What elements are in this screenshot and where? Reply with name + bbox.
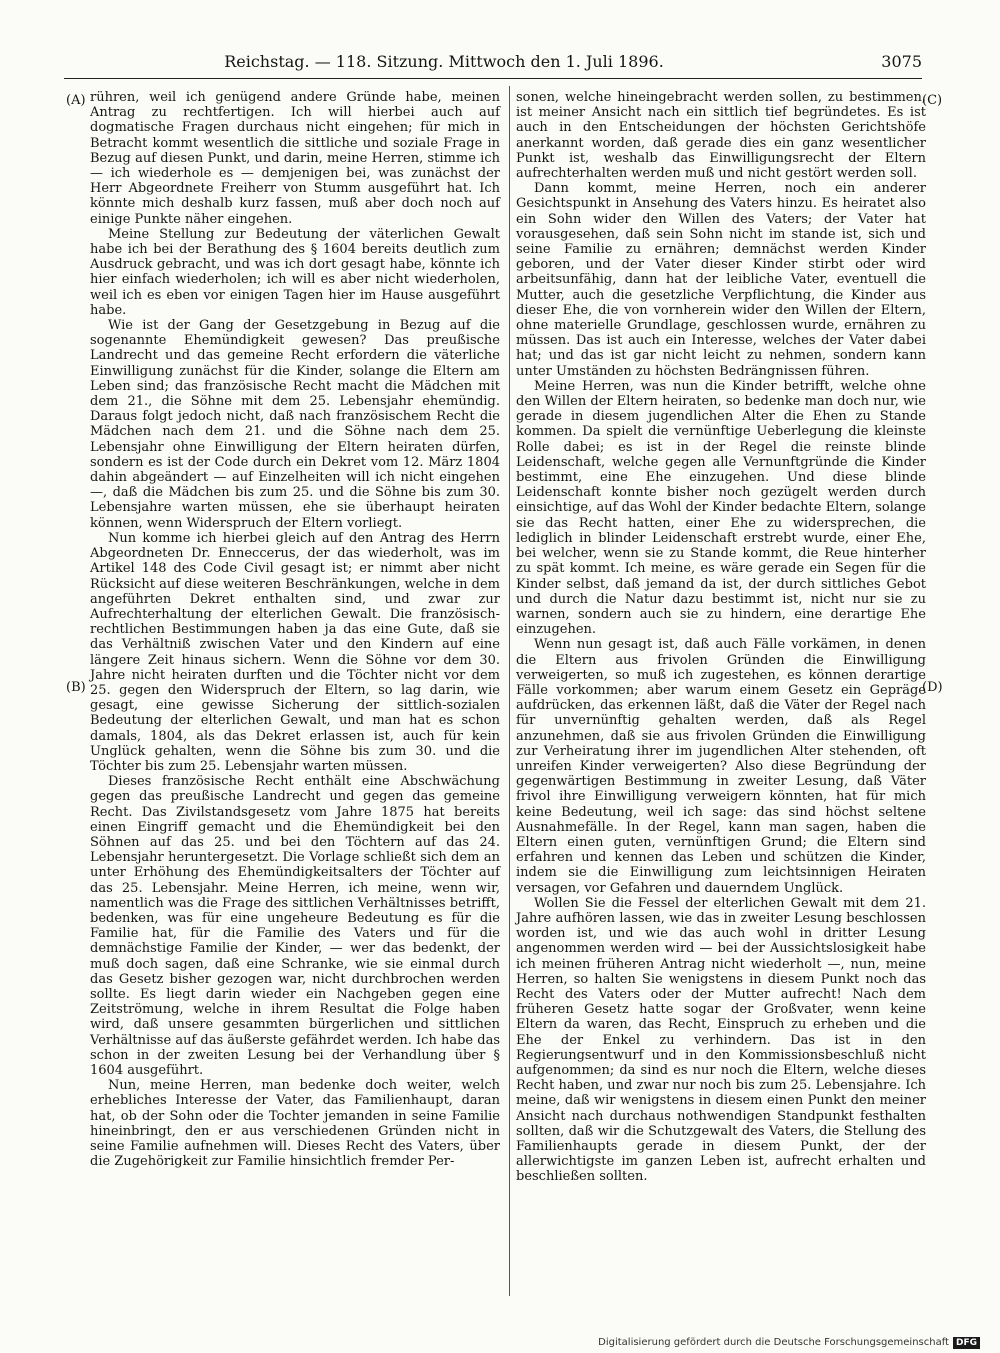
page-number: 3075 xyxy=(881,52,922,71)
header-rule xyxy=(64,78,922,79)
paragraph: Wenn nun gesagt ist, daß auch Fälle vorkämen, in denen die Eltern aus frivolen Gründen die Einwilligung verweigerten, so muß ich zugestehen, es können derartige Fälle vorkommen; aber warum einem Gesetz ein Gepräge aufdrücken, das erkennen läßt, daß die Väter der Regel nach für unvernünftig gehalten werden, daß als Regel anzunehmen, daß sie aus frivolen Gründen die Einwilligung zur Verheiratung ihrer im jugendlichen Alter stehenden, oft unreifen Kinder verweigerten? Also diese Begründung der gegenwärtigen Bestimmung in zweiter Lesung, daß Väter frivol ihre Einwilligung verweigern könnten, hat für mich keine Bedeutung, weil ich sage: das sind höchst seltene Ausnahmefälle. In der Regel, kann man sagen, haben die Eltern einen guten, vernünftigen Grund; die Eltern sind erfahren und kennen das Leben und schützen die Kinder, indem sie die Einwilligung zum leichtsinnigen Heiraten versagen, vor Gefahren und dauerndem Unglück. xyxy=(516,637,926,896)
margin-marker-d: (D) xyxy=(922,680,943,695)
page-header xyxy=(64,50,922,74)
paragraph: Dann kommt, meine Herren, noch ein anderer Gesichtspunkt in Ansehung des Vaters hinzu. Es heiratet also ein Sohn wider den Willen des Vaters; der Vater hat vorausgesehen, daß sein Sohn nicht im stande ist, sich und seine Familie zu ernähren; demnächst werden Kinder geboren, und der Vater dieser Kinder stirbt oder wird arbeitsunfähig, dann hat der leibliche Vater, eventuell die Mutter, auch die gesetzliche Verpflichtung, die Kinder aus dieser Ehe, die von vornherein wider den Willen der Eltern, ohne materielle Grundlage, geschlossen wurde, ernähren zu müssen. Das ist auch ein Interesse, welches der Vater dabei hat; und das ist gar nicht leicht zu nehmen, sondern kann unter Umständen zu höchsten Bedrängnissen führen. xyxy=(516,181,926,379)
margin-marker-b: (B) xyxy=(66,680,86,695)
paragraph: Nun komme ich hierbei gleich auf den Antrag des Herrn Abgeordneten Dr. Enneccerus, der das wiederholt, was im Artikel 148 des Code Civil gesagt ist; er nimmt aber nicht Rücksicht auf diese weiteren Beschränkungen, welche in dem angeführten Dekret enthalten sind, und zwar zur Aufrechterhaltung der elterlichen Gewalt. Die französisch-rechtlichen Bestimmungen haben ja das eine Gute, daß sie das Verhältniß zwischen Vater und den Kindern auf eine längere Zeit hinaus sichern. Wenn die Söhne vor dem 30. Jahre nicht heiraten durften und die Töchter nicht vor dem 25. gegen den Widerspruch der Eltern, so lag darin, wie gesagt, eine gewisse Sicherung der sittlich-sozialen Bedeutung der elterlichen Gewalt, und man hat es schon damals, 1804, als das Dekret erlassen ist, auch für kein Unglück gehalten, wenn die Söhne bis zum 30. und die Töchter bis zum 25. Lebensjahr warten müssen. xyxy=(90,530,500,774)
paragraph: Meine Stellung zur Bedeutung der väterlichen Gewalt habe ich bei der Berathung des § 1604 bereits deutlich zum Ausdruck gebracht, und was ich dort gesagt habe, könnte ich hier einfach wiederholen; ich will es aber nicht wiederholen, weil ich es eben vor einigen Tagen hier im Hause ausgeführt habe. xyxy=(90,226,500,318)
paragraph: rühren, weil ich genügend andere Gründe habe, meinen Antrag zu rechtfertigen. Ich will hierbei auch auf dogmatische Fragen durchaus nicht eingehen; für mich in Betracht kommt wesentlich die sittliche und soziale Frage in Bezug auf diesen Punkt, und darin, meine Herren, stimme ich — ich wiederhole es — demjenigen bei, was zunächst der Herr Abgeordnete Freiherr von Stumm ausgeführt hat. Ich könnte mich deshalb kurz fassen, muß aber doch noch auf einige Punkte näher eingehen. xyxy=(90,90,500,227)
margin-marker-a: (A) xyxy=(66,93,86,108)
dfg-logo: DFG xyxy=(953,1337,980,1349)
right-column xyxy=(516,90,926,1185)
paragraph: Meine Herren, was nun die Kinder betrifft, welche ohne den Willen der Eltern heiraten, so bedenke man doch nur, wie gerade in diesem jugendlichen Alter die Ehen zu Stande kommen. Da spielt die vernünftige Ueberlegung die kleinste Rolle dabei; es ist in der Regel die reinste blinde Leidenschaft, welche gegen alle Vernunftgründe die Kinder bestimmt, eine Ehe einzugehen. Und diese blinde Leidenschaft konnte bisher noch gezügelt werden durch einsichtige, auf das Wohl der Kinder bedachte Eltern, solange sie das Recht hatten, einer Ehe zu widersprechen, die lediglich in blinder Leidenschaft erstrebt wurde, einer Ehe, bei welcher, wenn sie zu Stande kommt, die Reue hinterher zu spät kommt. Ich meine, es wäre gerade ein Segen für die Kinder selbst, daß jemand da ist, der durch sittliches Gebot und durch die Natur dazu bestimmt ist, nicht nur sie zu warnen, sondern auch sie zu hindern, eine derartige Ehe einzugehen. xyxy=(516,378,926,638)
digitization-credit xyxy=(598,1337,980,1349)
running-title: Reichstag. — 118. Sitzung. Mittwoch den 1. Juli 1896. xyxy=(224,52,664,71)
paragraph: sonen, welche hineingebracht werden sollen, zu bestimmen, ist meiner Ansicht nach ein sittlich tief begründetes. Es ist auch in den Entscheidungen der höchsten Gerichtshöfe anerkannt worden, daß gerade dies ein ganz wesentlicher Punkt ist, weshalb das Einwilligungsrecht der Eltern aufrechterhalten werden muß und nicht gestört werden soll. xyxy=(516,90,926,182)
column-divider xyxy=(509,86,510,1296)
paragraph: Wollen Sie die Fessel der elterlichen Gewalt mit dem 21. Jahre aufhören lassen, wie das in zweiter Lesung beschlossen worden ist, und wie das auch wohl in dritter Lesung angenommen werden wird — bei der Aussichtslosigkeit habe ich meinen früheren Antrag nicht wiederholt —, nun, meine Herren, so halten Sie wenigstens in diesem Punkt noch das Recht des Vaters oder der Mutter aufrecht! Nach dem früheren Gesetz hatte sogar der Großvater, wenn keine Eltern da waren, das Recht, Einspruch zu erheben und die Ehe der Enkel zu verhindern. Das ist in den Regierungsentwurf und in den Kommissionsbeschluß nicht aufgenommen; da sind es nur noch die Eltern, welche dieses Recht haben, und zwar nur noch bis zum 25. Lebensjahre. Ich meine, daß wir wenigstens in diesem einen Punkt den meiner Ansicht nach durchaus nothwendigen Standpunkt festhalten sollten, daß wir die Schutzgewalt des Vaters, die Stellung des Familienhaupts gerade in diesem Punkt, der der allerwichtigste im ganzen Leben ist, aufrecht erhalten und beschließen sollten. xyxy=(516,895,926,1185)
paragraph: Dieses französische Recht enthält eine Abschwächung gegen das preußische Landrecht und gegen das gemeine Recht. Das Zivilstandsgesetz vom Jahre 1875 hat bereits einen Eingriff gemacht und die Ehemündigkeit bei den Söhnen auf das 25. und bei den Töchtern auf das 24. Lebensjahr heruntergesetzt. Die Vorlage schließt sich dem an unter Erhöhung des Ehemündigkeitsalters der Töchter auf das 25. Lebensjahr. Meine Herren, ich meine, wenn wir, namentlich was die Frage des sittlichen Verhältnisses betrifft, bedenken, was für eine ungeheure Bedeutung es für die Familie hat, für die Familie des Vaters und für die demnächstige Familie der Kinder, — wer das bedenkt, der muß doch sagen, daß eine Schranke, wie sie einmal durch das Gesetz bisher gezogen war, nicht durchbrochen werden sollte. Es liegt darin wieder ein Nachgeben gegen eine Zeitströmung, welche in ihrem Resultat die Folge haben wird, daß unsere gesammten bürgerlichen und sittlichen Verhältnisse auf das äußerste gefährdet werden. Ich habe das schon in der zweiten Lesung bei der Verhandlung über § 1604 ausgeführt. xyxy=(90,774,500,1078)
paragraph: Nun, meine Herren, man bedenke doch weiter, welch erhebliches Interesse der Vater, das Familienhaupt, daran hat, ob der Sohn oder die Tochter jemanden in seine Familie hineinbringt, den er aus verschiedenen Gründen nicht in seine Familie aufnehmen will. Dieses Recht des Vaters, über die Zugehörigkeit zur Familie hinsichtlich fremder Per- xyxy=(90,1078,500,1170)
margin-marker-c: (C) xyxy=(922,93,943,108)
left-column xyxy=(90,90,500,1169)
paragraph: Wie ist der Gang der Gesetzgebung in Bezug auf die sogenannte Ehemündigkeit gewesen? Das preußische Landrecht und das gemeine Recht erfordern die väterliche Einwilligung zunächst für die Kinder, solange die Eltern am Leben sind; das französische Recht macht die Mädchen mit dem 21., die Söhne mit dem 25. Lebensjahr ehemündig. Daraus folgt jedoch nicht, daß nach französischem Recht die Mädchen nach dem 21. und die Söhne nach dem 25. Lebensjahr ohne Einwilligung der Eltern heiraten dürfen, sondern es ist der Code durch ein Dekret vom 12. März 1804 dahin abgeändert — auf Einzelheiten will ich nicht eingehen —, daß die Mädchen bis zum 25. und die Söhne bis zum 30. Lebensjahre warten müssen, ehe sie überhaupt heiraten können, wenn Widerspruch der Eltern vorliegt. xyxy=(90,318,500,531)
credit-text: Digitalisierung gefördert durch die Deutsche Forschungsgemeinschaft xyxy=(598,1337,949,1348)
